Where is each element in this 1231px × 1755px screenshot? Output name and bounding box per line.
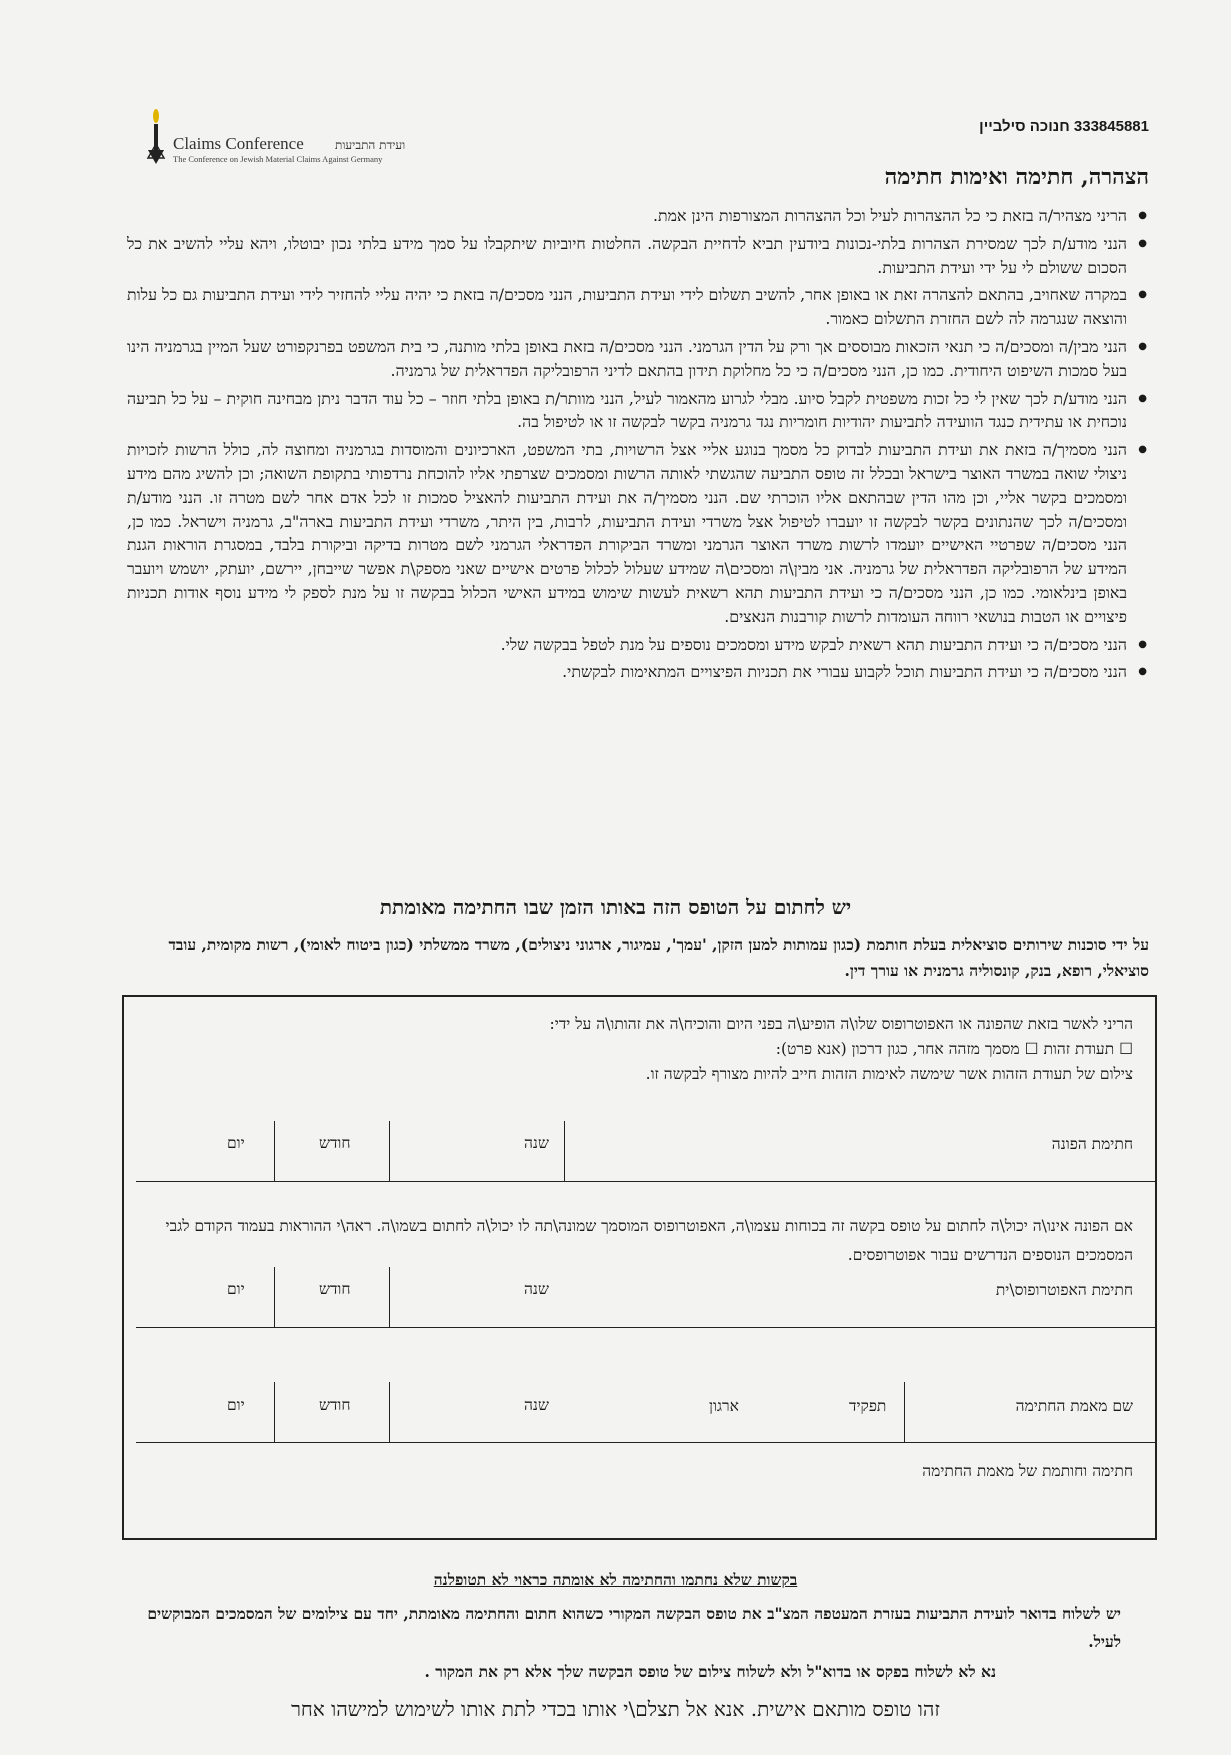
guardian-month-label: חודש — [319, 1280, 351, 1298]
other-doc-label: מסמך מזהה אחר, כגון דרכון (אנא פרט): — [775, 1040, 1020, 1058]
menorah-icon — [145, 108, 167, 166]
verification-statement: הריני לאשר בזאת שהפונה או האפוטרופוס שלו\ה הופיע\ה בפני היום והוכיח\ה את זהותו\ה על ידי: — [549, 1015, 1133, 1033]
logo-hebrew: ועידת התביעות — [335, 138, 406, 152]
guardian-signature-line[interactable] — [136, 1327, 1156, 1328]
guardian-signature-label: חתימת האפוטרופוס\ית — [995, 1281, 1133, 1299]
id-options — [143, 1040, 1133, 1059]
guardian-instructions: אם הפונה אינו\ה יכול\ה לחתום על טופס בקשה זה בכוחות עצמו\ה, האפוטרופוס המוסמך שמונה\תה לו יכול\ה לחתום בשמו\ה. ראה\י ההוראות בעמוד הקודם לגבי המסמכים הנוספים הנדרשים עבור אפוטרופסים. — [165, 1217, 1133, 1264]
declaration-item: ● הנני מודע/ת לכך שמסירת הצהרות בלתי-נכונות ביודעין תביא לדחיית הבקשה. החלטות חיוביות שיתקבלו על סמך מידע בלתי נכון יבוטלו, ויהא עליי להשיב את כל הסכום ששולם לי על ידי ועידת התביעות. — [127, 232, 1127, 280]
logo-text: Claims Conference — [173, 134, 304, 153]
unsigned-warning: בקשות שלא נחתמו והחתימה לא אומתה כראוי לא תטופלנה — [433, 1570, 798, 1589]
verifier-line[interactable] — [136, 1442, 1156, 1443]
declaration-item: ● במקרה שאחויב, בהתאם להצהרה זאת או באופן אחר, להשיב תשלום לידי ועידת התביעות, הנני מסכים/ה בזאת כי יהיה עליי להחזיר לידי ועידת התביעות גם כל עלות והוצאה שנגרמה לה לשם החזרת התשלום כאמור. — [127, 283, 1127, 331]
declaration-item: ● הנני מסמיך/ה בזאת את ועידת התביעות לבדוק כל מסמך בנוגע אליי אצל הרשויות, בתי המשפט, הארכיונים והמוסדות בגרמניה ומחוצה לה, כולל הרשות לזכויות ניצולי שואה במשרד האוצר בישראל ובכלל זה טופס התביעה שהגשתי לאותה הרשות ומסמכים שצרפתי אליו להוכחת נרדפותי בתקופת השואה; וכן להשיג מהם מידע ומסמכים בקשר אליי, וכן מהו הדין שבהתאם אליו הוכרתי שם. הנני מסמיך/ה את ועידת התביעות להאציל סמכות זו לכל אדם אחר לשם מטרה זו. הנני מודע/ת ומסכים/ה לכך שהנתונים בקשר לבקשה זו יועברו לטיפול אצל משרדי ועידת התביעות, לרבות, בין היתר, משרדי ועידת התביעות בארה"ב, גרמניה וישראל. כמו כן, הנני מסכים/ה שפרטיי האישיים יועמדו לרשות משרד האוצר הגרמני ומשרד הביקורת הפדראלי הגרמני לשם מטרות בדיקה וביקורת בלבד, במסגרת הוראות הגנת המידע של הרפובליקה הפדראלית של גרמניה. אני מבין\ה ומסכים\ה שמידע שעלול לכלול פרטים אישיים שאני מספק\ת אפשר שייבחן, יירשם, יועתק, יושמש ויועבר באופן בינלאומי. כמו כן, הנני מסכים/ה כי ועידת התביעות תהא רשאית לעשות שימוש במידע האישי הכלול בבקשה זו על מנת לספק לי מידע נוסף אודות תכניות פיצויים או הטבות בנושאי רווחה העומדות לרשות קורבנות הנאצים. — [127, 438, 1127, 628]
applicant-month-label: חודש — [319, 1134, 351, 1152]
personalized-form-note: זהו טופס מותאם אישית. אנא אל תצלם\י אותו בכדי לתת אותו לשימוש למישהו אחר — [291, 1697, 940, 1721]
page-title: הצהרה, חתימה ואימות חתימה — [884, 164, 1149, 190]
applicant-signature-line[interactable] — [136, 1181, 1156, 1182]
verifier-year-label: שנה — [524, 1396, 549, 1414]
no-fax-note: נא לא לשלוח בפקס או בדוא"ל ולא לשלוח צילום של טופס הבקשה שלך אלא רק את המקור . — [424, 1662, 996, 1681]
applicant-day-label: יום — [227, 1134, 245, 1152]
id-card-label: תעודת זהות — [1043, 1040, 1115, 1058]
verifier-org-label: ארגון — [709, 1397, 739, 1415]
declaration-item: ● הנני מסכים/ה כי ועידת התביעות תוכל לקבוע עבורי את תכניות הפיצויים המתאימות לבקשתי. — [127, 660, 1127, 684]
other-doc-checkbox[interactable]: ☐ — [1024, 1040, 1039, 1058]
sign-subheading: על ידי סוכנות שירותים סוציאלית בעלת חותמת (כגון עמותות למען הזקן, 'עמך', עמיגור, ארגוני ניצולים), משרד ממשלתי (כגון ביטוח לאומי), רשות מקומית, עובד סוציאלי, רופא, בנק, קונסוליה גרמנית או עורך דין. — [168, 935, 1149, 980]
id-copy-note: צילום של תעודת הזהות אשר שימשה לאימות הזהות חייב להיות מצורף לבקשה זו. — [645, 1065, 1133, 1083]
verifier-day-label: יום — [227, 1396, 245, 1414]
verifier-name-label: שם מאמת החתימה — [1015, 1397, 1133, 1415]
verifier-role-label: תפקיד — [849, 1397, 887, 1415]
declaration-item: ● הנני מודע/ת לכך שאין לי כל זכות משפטית לקבל סיוע. מבלי לגרוע מהאמור לעיל, הנני מוותר/ת באופן בלתי חוזר – כל עוד הדבר ניתן מבחינה חוקית – על כל תביעה נוכחית או עתידית כנגד הוועידה לתביעות יהודיות חומריות נגד גרמניה בקשר לבקשה זו או לטיפול בה. — [127, 387, 1127, 435]
declaration-item: ● הנני מסכים/ה כי ועידת התביעות תהא רשאית לבקש מידע ומסמכים נוספים על מנת לטפל בבקשה שלי. — [127, 633, 1127, 657]
declarations-list — [127, 204, 1149, 688]
mailing-instructions: יש לשלוח בדואר לועידת התביעות בעזרת המעטפה המצ"ב את טופס הבקשה המקורי כשהוא חתום והחתימה מאומתת, יחד עם צילומים של המסמכים המבוקשים לעיל. — [147, 1604, 1121, 1651]
guardian-year-label: שנה — [524, 1280, 549, 1298]
verification-box — [122, 995, 1157, 1540]
id-card-checkbox[interactable]: ☐ — [1119, 1040, 1133, 1058]
applicant-year-label: שנה — [524, 1134, 549, 1152]
declaration-item: ● הנני מבין/ה ומסכים/ה כי תנאי הזכאות מבוססים אך ורק על הדין הגרמני. הנני מסכים/ה בזאת באופן בלתי מותנה, כי בית המשפט בפרנקפורט שעל המיין בגרמניה הינו בעל סמכות השיפוט היחודית. כמו כן, הנני מסכים/ה כי כל מחלוקת תידון בהתאם לדיני הרפובליקה הפדראלית של גרמניה. — [127, 335, 1127, 383]
sign-heading: יש לחתום על הטופס הזה באותו הזמן שבו החתימה מאומתת — [379, 895, 852, 919]
declaration-item: ● הריני מצהיר/ה בזאת כי כל ההצהרות לעיל וכל ההצהרות המצורפות הינן אמת. — [127, 204, 1127, 228]
logo-subtitle: The Conference on Jewish Material Claims Against Germany — [173, 154, 383, 164]
verifier-month-label: חודש — [319, 1396, 351, 1414]
guardian-day-label: יום — [227, 1280, 245, 1298]
applicant-signature-label: חתימת הפונה — [1051, 1135, 1133, 1153]
verifier-stamp-label: חתימה וחותמת של מאמת החתימה — [922, 1462, 1133, 1480]
applicant-id-name: 333845881 חנוכה סילביין — [979, 118, 1149, 135]
claims-conference-logo — [145, 108, 465, 168]
